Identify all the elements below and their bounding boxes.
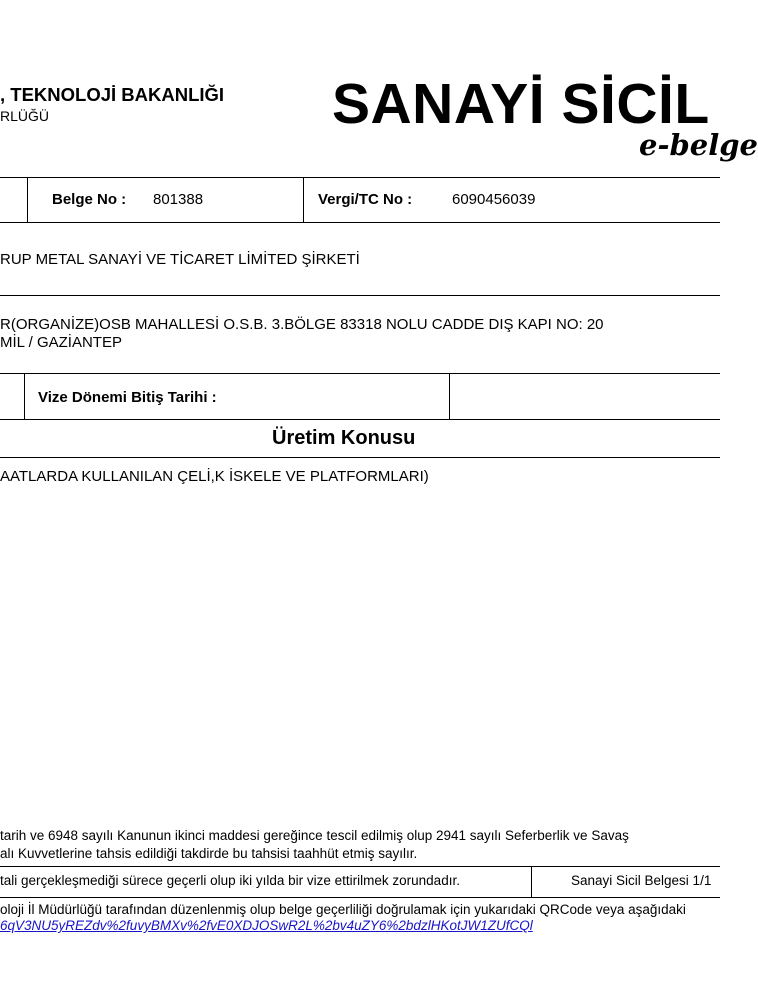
row-divider [0,373,720,374]
row-divider [0,222,720,223]
address-line-1: R(ORGANİZE)OSB MAHALLESİ O.S.B. 3.BÖLGE 83318 NOLU CADDE DIŞ KAPI NO: 20 [0,316,604,333]
cell-divider [303,177,304,222]
row-divider [0,897,720,898]
production-item: AATLARDA KULLANILAN ÇELİ,K İSKELE VE PLATFORMLARI) [0,468,429,485]
company-name: RUP METAL SANAYİ VE TİCARET LİMİTED ŞİRKETİ [0,251,360,268]
validity-text: tali gerçekleşmediği sürece geçerli olup iki yılda bir vize ettirilmek zorundadır. [0,873,460,888]
cell-divider [449,373,450,419]
vergi-no-value: 6090456039 [452,191,536,208]
ministry-subtitle: RLÜĞÜ [0,108,50,124]
verification-link[interactable]: 6qV3NU5yREZdv%2fuvyBMXv%2fvE0XDJOSwR2L%2bv4uZY6%2bdzlHKotJW1ZUfCQl [0,918,533,933]
legal-line-1: tarih ve 6948 sayılı Kanunun ikinci maddesi gereğince tescil edilmiş olup 2941 sayılı Seferberlik ve Savaş [0,828,629,843]
vize-label: Vize Dönemi Bitiş Tarihi : [38,389,217,406]
table-top-border [0,177,720,178]
page-label: Sanayi Sicil Belgesi 1/1 [571,873,712,888]
address-line-2: MİL / GAZİANTEP [0,334,122,351]
belge-no-value: 801388 [153,191,204,208]
production-title: Üretim Konusu [272,427,416,449]
vergi-no-label: Vergi/TC No : [318,191,413,208]
cell-divider [27,177,28,222]
row-divider [0,419,720,420]
document-title: SANAYİ SİCİL [332,72,710,136]
belge-no-label: Belge No : [52,191,127,208]
row-divider [0,295,720,296]
verification-text: oloji İl Müdürlüğü tarafından düzenlenmiş olup belge geçerliliği doğrulamak için yukarıdaki QRCode veya aşağıdaki [0,902,686,917]
ministry-name: , TEKNOLOJİ BAKANLIĞI [0,84,225,105]
cell-divider [24,373,25,419]
row-divider [0,866,720,867]
document-subtitle: e-belge [639,128,758,162]
legal-line-2: alı Kuvvetlerine tahsis edildiği takdirde bu tahsisi taahhüt etmiş sayılır. [0,846,418,861]
row-divider [0,457,720,458]
cell-divider [531,866,532,897]
